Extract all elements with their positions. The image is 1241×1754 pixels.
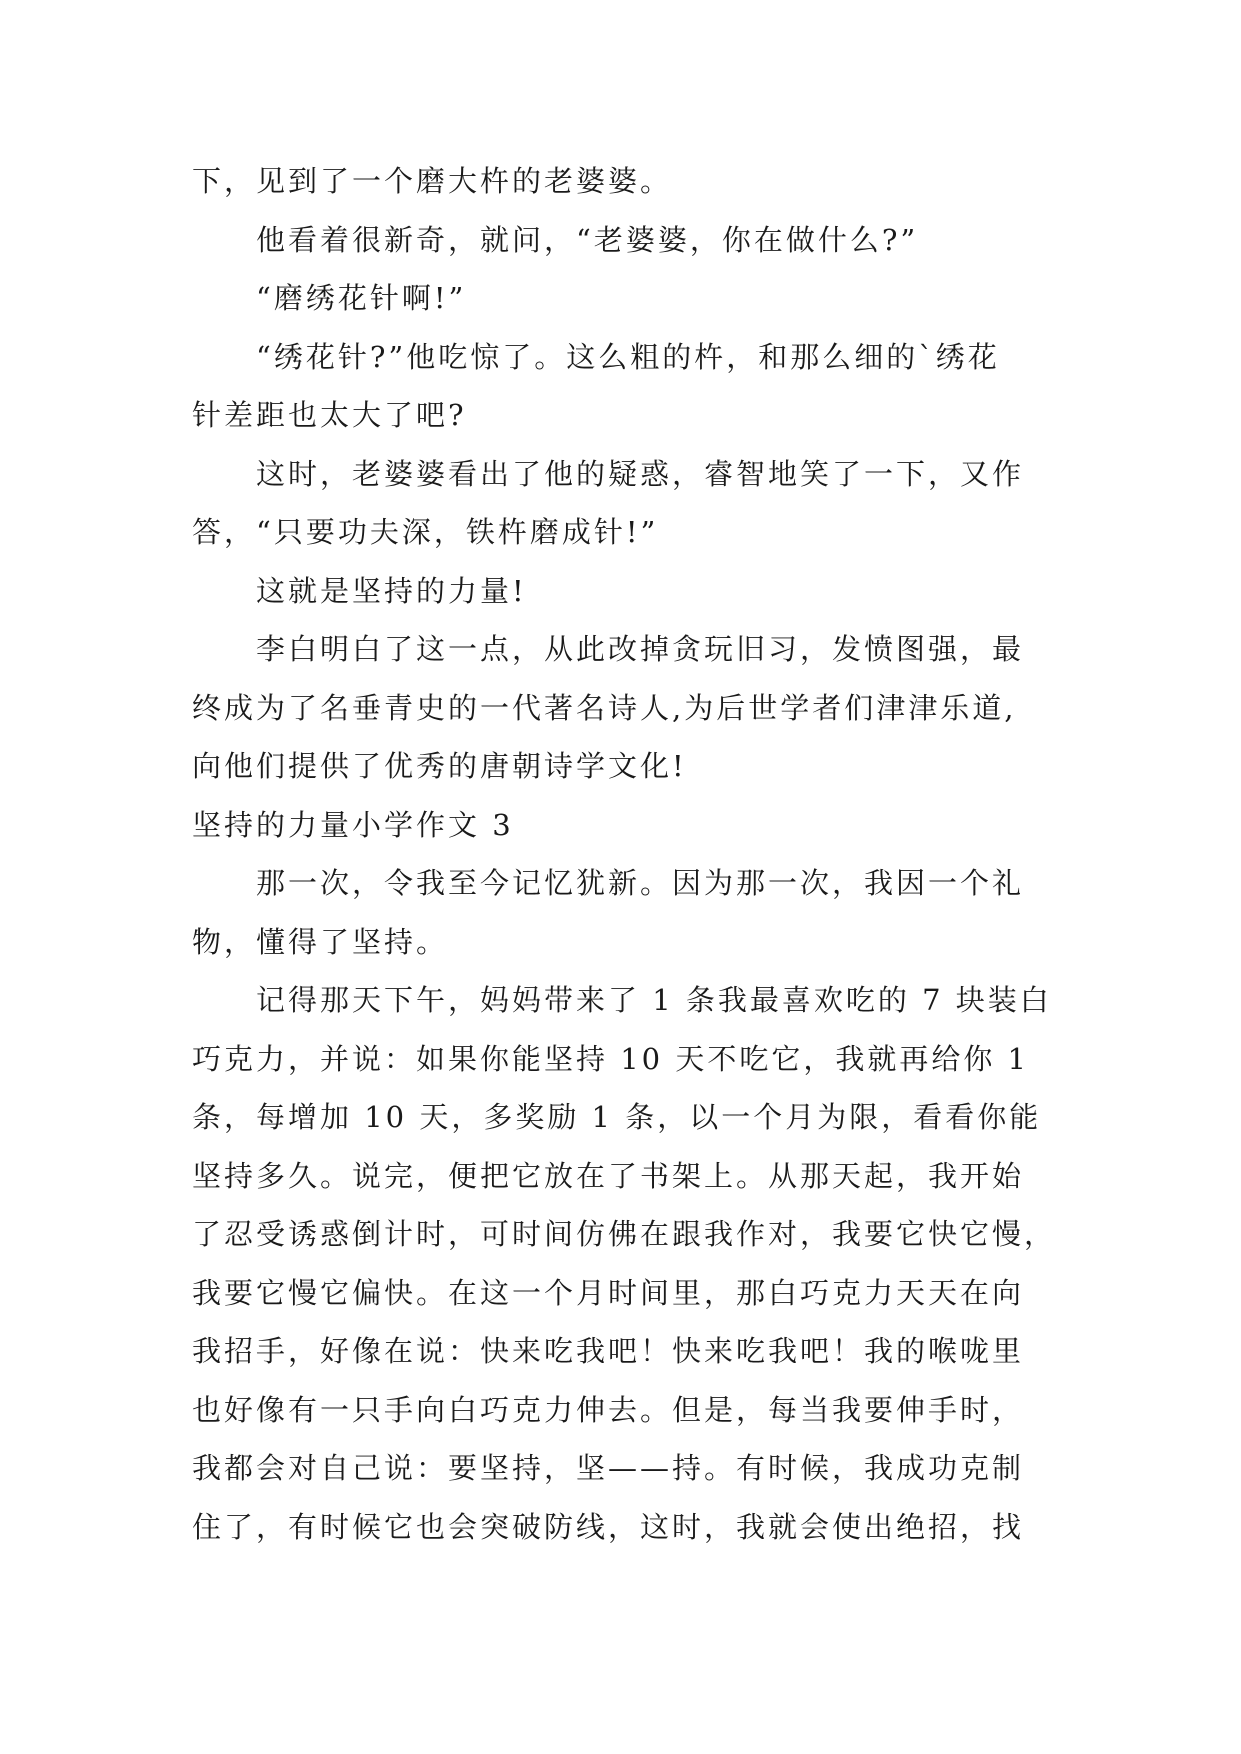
section-heading: 坚持的力量小学作文 3 [192,807,514,842]
paragraph-start: “磨绣花针啊!” [256,281,467,315]
paragraph-start: 这就是坚持的力量! [256,573,527,608]
text-line: 答，“只要功夫深，铁杵磨成针!” [192,515,659,549]
paragraph-start: 记得那天下午，妈妈带来了 1 条我最喜欢吃的 7 块装白 [256,983,1052,1017]
text-line: 我招手，好像在说：快来吃我吧！快来吃我吧！我的喉咙里 [192,1334,1025,1368]
text-line: 物，懂得了坚持。 [192,924,449,959]
paragraph-start: 他看着很新奇，就问，“老婆婆，你在做什么?” [256,222,919,257]
text-line: 坚持多久。说完，便把它放在了书架上。从那天起，我开始 [192,1158,1025,1193]
text-line: 终成为了名垂青史的一代著名诗人,为后世学者们津津乐道, [192,690,1017,725]
text-line: 巧克力，并说：如果你能坚持 10 天不吃它，我就再给你 1 [192,1041,1030,1076]
paragraph-start: 那一次，令我至今记忆犹新。因为那一次，我因一个礼 [256,866,1025,900]
paragraph-start: 李白明白了这一点，从此改掉贪玩旧习，发愤图强，最 [256,632,1025,666]
text-line: 也好像有一只手向白巧克力伸去。但是，每当我要伸手时， [192,1392,1025,1427]
text-line: 下，见到了一个磨大杵的老婆婆。 [192,164,673,198]
text-line: 了忍受诱惑倒计时，可时间仿佛在跟我作对，我要它快它慢， [192,1217,1057,1251]
paragraph-start: 这时，老婆婆看出了他的疑惑，睿智地笑了一下，又作 [256,456,1025,491]
text-line: 我要它慢它偏快。在这一个月时间里，那白巧克力天天在向 [192,1275,1025,1310]
text-line: 住了，有时候它也会突破防线，这时，我就会使出绝招，找 [192,1509,1025,1544]
document-body [192,152,1062,1556]
text-line: 我都会对自己说：要坚持，坚——持。有时候，我成功克制 [192,1451,1025,1485]
text-line: 条，每增加 10 天，多奖励 1 条，以一个月为限，看看你能 [192,1100,1042,1134]
paragraph-start: “绣花针?”他吃惊了。这么粗的杵，和那么细的`绣花 [256,339,1000,374]
text-line: 向他们提供了优秀的唐朝诗学文化! [192,749,687,783]
text-line: 针差距也太大了吧? [192,398,467,432]
